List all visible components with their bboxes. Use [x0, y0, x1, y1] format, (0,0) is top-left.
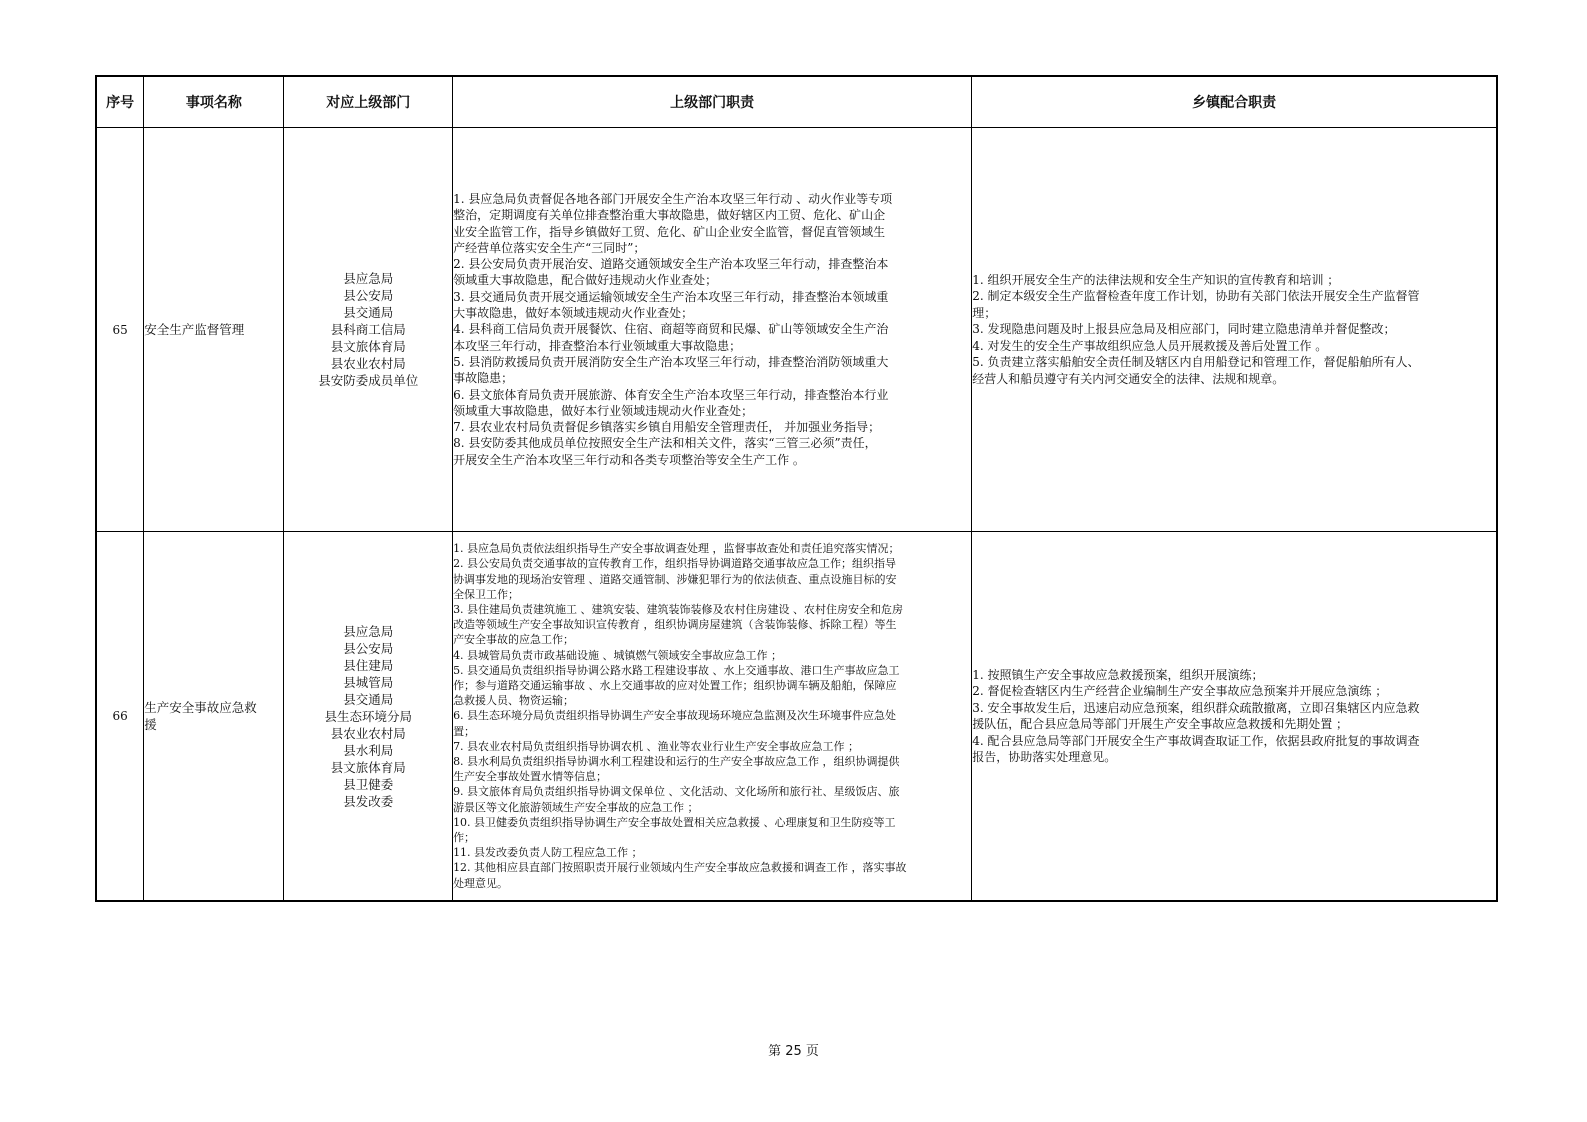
- item-name-line: 生产安全事故应急救: [144, 700, 257, 715]
- duty-line: 整治，定期调度有关单位排查整治重大事故隐患，做好辖区内工贸、危化、矿山企: [453, 208, 886, 223]
- dept-line: 县水利局: [343, 742, 394, 758]
- dept-line: 县安防委成员单位: [318, 373, 419, 388]
- duty-line: 急救援人员、物资运输；: [453, 694, 575, 708]
- header-upper-dept: 对应上级部门: [284, 76, 453, 128]
- row-item-name: 安全生产监督管理: [144, 128, 284, 532]
- row-town-duties: [972, 128, 1497, 532]
- row-depts: [284, 532, 453, 902]
- dept-line: 县发改委: [343, 793, 394, 809]
- duty-line: 8. 县安防委其他成员单位按照安全生产法和相关文件，落实“三管三必须”责任，: [453, 436, 877, 451]
- header-seq: 序号: [96, 76, 144, 128]
- row-seq: 66: [96, 532, 144, 902]
- responsibility-table: [95, 75, 1498, 902]
- row-seq: 65: [96, 128, 144, 532]
- row-town-duties: [972, 532, 1497, 902]
- dept-line: 县住建局: [343, 657, 394, 673]
- duty-line: 作；参与道路交通运输事故 、水上交通事故的应对处置工作；组织协调车辆及船舶，保障应: [453, 678, 897, 692]
- page-number: 第 25 页: [768, 1044, 819, 1059]
- town-duty-line: 1. 组织开展安全生产的法律法规和安全生产知识的宣传教育和培训 ；: [972, 272, 1340, 287]
- table-row: [96, 128, 1497, 532]
- town-duty-line: 5. 负责建立落实船舶安全责任制及辖区内自用船登记和管理工作，督促船舶所有人、: [972, 355, 1420, 370]
- duty-line: 开展安全生产治本攻坚三年行动和各类专项整治等安全生产工作 。: [453, 452, 805, 467]
- town-duty-line: 报告，协助落实处理意见。: [972, 750, 1117, 764]
- header-item-name: 事项名称: [144, 76, 284, 128]
- town-duty-line: 2. 督促检查辖区内生产经营企业编制生产安全事故应急预案并开展应急演练 ；: [972, 684, 1388, 698]
- duty-line: 7. 县农业农村局负责组织指导协调农机 、渔业等农业行业生产安全事故应急工作 ；: [453, 739, 860, 753]
- duty-line: 11. 县发改委负责人防工程应急工作 ；: [453, 846, 643, 860]
- duty-line: 作；: [453, 831, 476, 845]
- dept-line: 县公安局: [343, 288, 394, 303]
- duty-line: 5. 县交通局负责组织指导协调公路水路工程建设事故 、水上交通事故、港口生产事故应急工: [453, 663, 900, 677]
- duty-line: 大事故隐患，做好本领域违规动火作业查处；: [453, 306, 694, 321]
- header-town-duties: 乡镇配合职责: [972, 76, 1497, 128]
- duty-line: 7. 县农业农村局负责督促乡镇落实乡镇自用船安全管理责任， 并加强业务指导；: [453, 420, 881, 435]
- duty-line: 6. 县文旅体育局负责开展旅游、体育安全生产治本攻坚三年行动，排查整治本行业: [453, 387, 889, 402]
- dept-line: 县农业农村局: [330, 725, 406, 741]
- dept-line: 县城管局: [343, 674, 394, 690]
- dept-line: 县交通局: [343, 305, 394, 320]
- town-duty-line: 3. 安全事故发生后，迅速启动应急预案，组织群众疏散撤离，立即召集辖区内应急救: [972, 700, 1420, 715]
- header-upper-duties: 上级部门职责: [453, 76, 972, 128]
- duty-line: 处理意见。: [453, 876, 509, 890]
- duty-line: 改造等领域生产安全事故知识宣传教育 ，组织协调房屋建筑（含装饰装修、拆除工程）等生: [453, 618, 897, 632]
- dept-line: 县文旅体育局: [330, 339, 406, 354]
- header-row: [96, 76, 1497, 128]
- duty-line: 4. 县城管局负责市政基础设施 、城镇燃气领域安全事故应急工作 ；: [453, 648, 783, 662]
- duty-line: 全保卫工作；: [453, 587, 520, 601]
- duty-line: 产安全事故的应急工作；: [453, 633, 575, 647]
- dept-line: 县农业农村局: [330, 356, 406, 371]
- dept-line: 县生态环境分局: [324, 708, 412, 724]
- duty-line: 1. 县应急局负责督促各地各部门开展安全生产治本攻坚三年行动 、动火作业等专项: [453, 191, 893, 206]
- duty-line: 协调事发地的现场治安管理 、道路交通管制、涉嫌犯罪行为的依法侦查、重点设施目标的安: [453, 572, 897, 586]
- duty-line: 置；: [453, 724, 476, 738]
- duty-line: 4. 县科商工信局负责开展餐饮、住宿、商超等商贸和民爆、矿山等领域安全生产治: [453, 322, 889, 337]
- duty-line: 游景区等文化旅游领域生产安全事故的应急工作 ；: [453, 800, 699, 814]
- duty-line: 3. 县交通局负责开展交通运输领域安全生产治本攻坚三年行动，排查整治本领域重: [453, 289, 889, 304]
- duty-line: 2. 县公安局负责交通事故的宣传教育工作，组织指导协调道路交通事故应急工作；组织指导: [453, 557, 897, 571]
- town-duty-line: 2. 制定本级安全生产监督检查年度工作计划，协助有关部门依法开展安全生产监督管: [972, 289, 1420, 304]
- row-upper-duties: [453, 128, 972, 532]
- duty-line: 9. 县文旅体育局负责组织指导协调文保单位 、文化活动、文化场所和旅行社、星级饭店、旅: [453, 785, 900, 799]
- item-name-line: 援: [144, 717, 157, 732]
- duty-line: 3. 县住建局负责建筑施工 、建筑安装、建筑装饰装修及农村住房建设 、农村住房安全和危房: [453, 602, 904, 616]
- duty-line: 产经营单位落实安全生产“三同时”；: [453, 240, 646, 255]
- town-duty-line: 3. 发现隐患问题及时上报县应急局及相应部门，同时建立隐患清单并督促整改；: [972, 322, 1396, 337]
- duty-line: 业安全监管工作，指导乡镇做好工贸、危化、矿山企业安全监管，督促直管领域生: [453, 224, 886, 239]
- duty-line: 8. 县水利局负责组织指导协调水利工程建设和运行的生产安全事故应急工作 ，组织协调提供: [453, 755, 900, 768]
- row-upper-duties: [453, 532, 972, 902]
- town-duty-line: 4. 配合县应急局等部门开展安全生产事故调查取证工作，依据县政府批复的事故调查: [972, 733, 1420, 748]
- duty-line: 5. 县消防救援局负责开展消防安全生产治本攻坚三年行动，排查整治消防领域重大: [453, 354, 889, 369]
- dept-line: 县应急局: [343, 271, 394, 286]
- duty-line: 2. 县公安局负责开展治安、道路交通领域安全生产治本攻坚三年行动，排查整治本: [453, 257, 889, 272]
- dept-line: 县应急局: [343, 623, 394, 639]
- duty-line: 领域重大事故隐患，做好本行业领域违规动火作业查处；: [453, 403, 754, 418]
- town-duty-line: 1. 按照镇生产安全事故应急救援预案，组织开展演练；: [972, 667, 1264, 682]
- dept-line: 县卫健委: [343, 776, 394, 792]
- row-item-name: [144, 532, 284, 902]
- duty-line: 6. 县生态环境分局负责组织指导协调生产安全事故现场环境应急监测及次生环境事件应急处: [453, 709, 897, 723]
- duty-line: 12. 其他相应县直部门按照职责开展行业领域内生产安全事故应急救援和调查工作 ，落实事故: [453, 861, 907, 875]
- row-depts: [284, 128, 453, 532]
- town-duty-line: 经营人和船员遵守有关内河交通安全的法律、法规和规章。: [972, 371, 1285, 386]
- dept-line: 县科商工信局: [330, 322, 406, 337]
- dept-line: 县文旅体育局: [330, 759, 406, 775]
- town-duty-line: 援队伍，配合县应急局等部门开展生产安全事故应急救援和先期处置 ；: [972, 717, 1349, 731]
- table-row: [96, 532, 1497, 902]
- dept-line: 县交通局: [343, 691, 394, 707]
- duty-line: 生产安全事故处置水情等信息；: [453, 770, 608, 784]
- duty-line: 10. 县卫健委负责组织指导协调生产安全事故处置相关应急救援 、心理康复和卫生防疫等工: [453, 815, 896, 829]
- duty-line: 事故隐患；: [453, 371, 514, 386]
- dept-line: 县公安局: [343, 640, 394, 656]
- town-duty-line: 4. 对发生的安全生产事故组织应急人员开展救援及善后处置工作 。: [972, 338, 1328, 353]
- duty-line: 1. 县应急局负责依法组织指导生产安全事故调查处理 ，监督事故查处和责任追究落实情况；: [453, 542, 900, 556]
- town-duty-line: 理；: [972, 305, 997, 320]
- duty-line: 领域重大事故隐患，配合做好违规动火作业查处；: [453, 273, 718, 288]
- duty-line: 本攻坚三年行动，排查整治本行业领域重大事故隐患；: [453, 338, 742, 353]
